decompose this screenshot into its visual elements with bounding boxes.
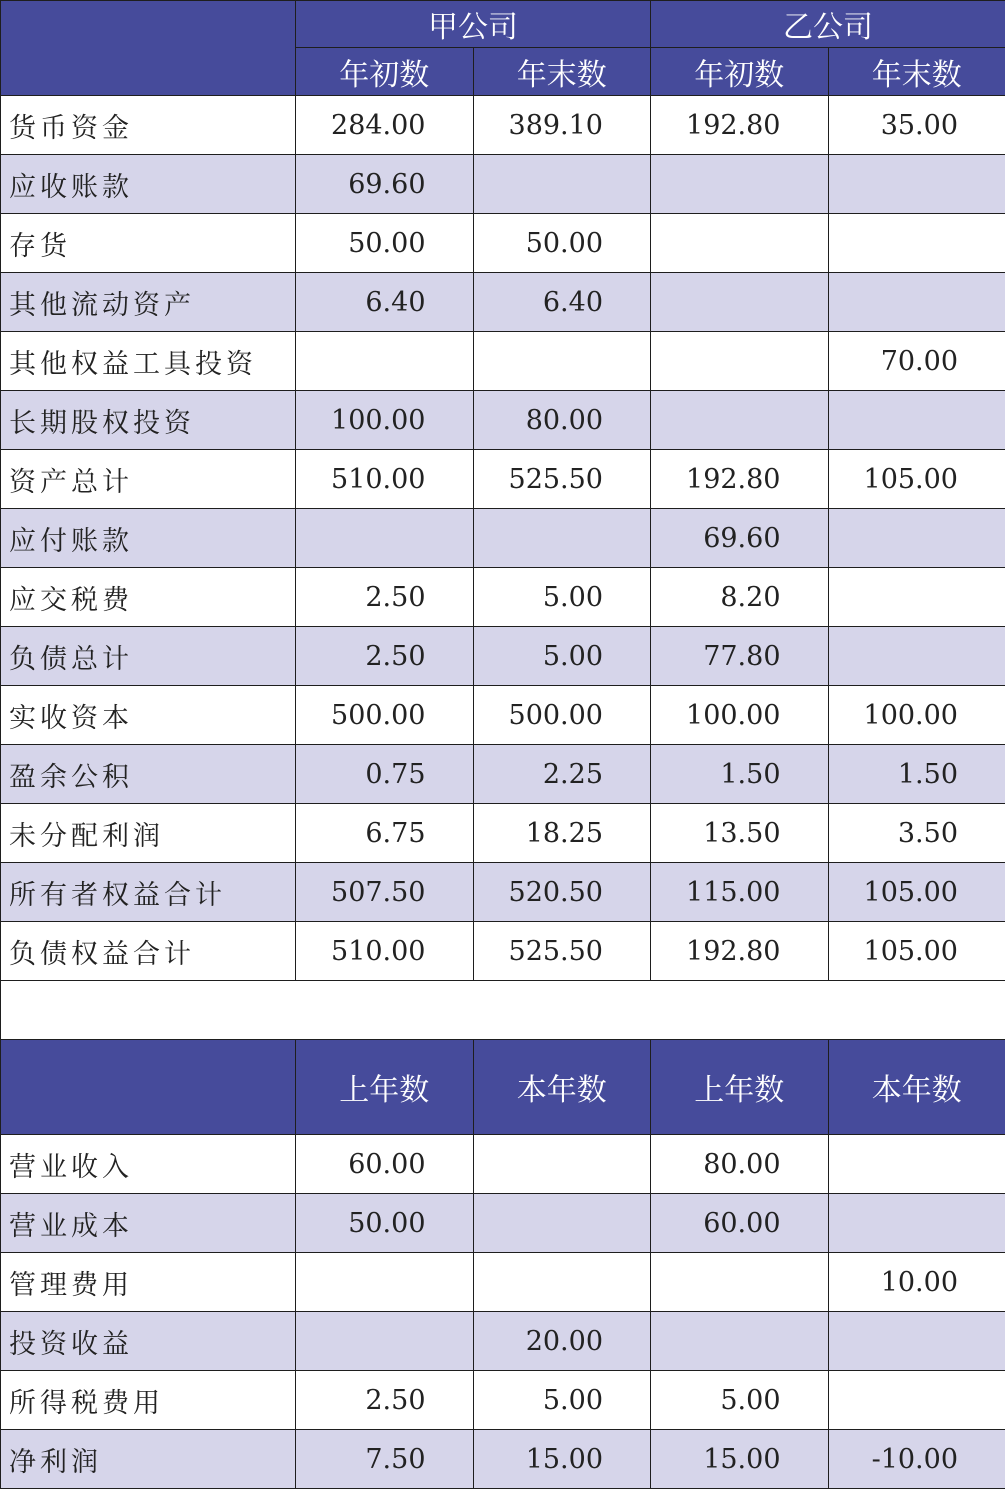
table-row xyxy=(1,745,1005,804)
value-cell: 35.00 xyxy=(828,96,1005,155)
period-header-cell: 年末数 xyxy=(828,48,1005,96)
value-cell xyxy=(828,214,1005,273)
row-label: 应付账款 xyxy=(1,509,296,568)
table-row xyxy=(1,1135,1005,1194)
value-cell: 105.00 xyxy=(828,863,1005,922)
value-cell xyxy=(296,1253,474,1312)
row-label: 实收资本 xyxy=(1,686,296,745)
table-row xyxy=(1,1312,1005,1371)
value-cell: 510.00 xyxy=(296,922,474,981)
table-row xyxy=(1,332,1005,391)
value-cell xyxy=(296,1312,474,1371)
table-row xyxy=(1,1371,1005,1430)
row-label: 负债总计 xyxy=(1,627,296,686)
value-cell: 6.40 xyxy=(296,273,474,332)
row-label: 管理费用 xyxy=(1,1253,296,1312)
value-cell: 60.00 xyxy=(651,1194,829,1253)
value-cell: 100.00 xyxy=(296,391,474,450)
row-label: 其他权益工具投资 xyxy=(1,332,296,391)
period-header-cell: 本年数 xyxy=(473,1040,651,1135)
value-cell: 6.75 xyxy=(296,804,474,863)
value-cell: 70.00 xyxy=(828,332,1005,391)
value-cell: 13.50 xyxy=(651,804,829,863)
row-label: 所有者权益合计 xyxy=(1,863,296,922)
value-cell: 50.00 xyxy=(296,1194,474,1253)
value-cell: 50.00 xyxy=(296,214,474,273)
period-header-cell: 本年数 xyxy=(828,1040,1005,1135)
value-cell xyxy=(651,332,829,391)
value-cell xyxy=(651,1253,829,1312)
value-cell xyxy=(651,214,829,273)
table-row xyxy=(1,922,1005,981)
value-cell: 77.80 xyxy=(651,627,829,686)
value-cell: 389.10 xyxy=(473,96,651,155)
value-cell xyxy=(296,509,474,568)
row-label: 盈余公积 xyxy=(1,745,296,804)
row-label: 货币资金 xyxy=(1,96,296,155)
value-cell: 8.20 xyxy=(651,568,829,627)
table-row xyxy=(1,568,1005,627)
value-cell: 525.50 xyxy=(473,922,651,981)
table-row xyxy=(1,1253,1005,1312)
value-cell: 525.50 xyxy=(473,450,651,509)
row-label: 长期股权投资 xyxy=(1,391,296,450)
value-cell xyxy=(828,391,1005,450)
value-cell: 5.00 xyxy=(651,1371,829,1430)
table-row xyxy=(1,627,1005,686)
period-header-cell: 年初数 xyxy=(651,48,829,96)
value-cell: 0.75 xyxy=(296,745,474,804)
value-cell: 500.00 xyxy=(296,686,474,745)
value-cell xyxy=(828,1371,1005,1430)
value-cell: 105.00 xyxy=(828,922,1005,981)
row-label: 资产总计 xyxy=(1,450,296,509)
value-cell xyxy=(651,155,829,214)
value-cell: 2.25 xyxy=(473,745,651,804)
value-cell: 60.00 xyxy=(296,1135,474,1194)
value-cell xyxy=(473,1135,651,1194)
value-cell: 10.00 xyxy=(828,1253,1005,1312)
period-header-cell: 年末数 xyxy=(473,48,651,96)
value-cell xyxy=(651,1312,829,1371)
value-cell xyxy=(828,155,1005,214)
table-row xyxy=(1,214,1005,273)
row-label: 存货 xyxy=(1,214,296,273)
value-cell: 2.50 xyxy=(296,627,474,686)
value-cell: 507.50 xyxy=(296,863,474,922)
value-cell: 5.00 xyxy=(473,568,651,627)
row-label: 所得税费用 xyxy=(1,1371,296,1430)
value-cell: 2.50 xyxy=(296,568,474,627)
table-row xyxy=(1,1430,1005,1489)
row-label: 负债权益合计 xyxy=(1,922,296,981)
spacer-cell xyxy=(1,981,1005,1040)
value-cell: 510.00 xyxy=(296,450,474,509)
table-row xyxy=(1,273,1005,332)
value-cell: 15.00 xyxy=(473,1430,651,1489)
value-cell: 192.80 xyxy=(651,922,829,981)
value-cell xyxy=(828,1135,1005,1194)
table-row xyxy=(1,863,1005,922)
value-cell: 7.50 xyxy=(296,1430,474,1489)
table-row xyxy=(1,96,1005,155)
value-cell: 1.50 xyxy=(651,745,829,804)
header-corner-cell xyxy=(1,1040,296,1135)
row-label: 应交税费 xyxy=(1,568,296,627)
value-cell: 5.00 xyxy=(473,627,651,686)
table-row xyxy=(1,391,1005,450)
row-label: 未分配利润 xyxy=(1,804,296,863)
value-cell: 105.00 xyxy=(828,450,1005,509)
row-label: 营业成本 xyxy=(1,1194,296,1253)
value-cell xyxy=(651,273,829,332)
row-label: 投资收益 xyxy=(1,1312,296,1371)
value-cell: 192.80 xyxy=(651,450,829,509)
value-cell xyxy=(828,627,1005,686)
value-cell: 15.00 xyxy=(651,1430,829,1489)
row-label: 净利润 xyxy=(1,1430,296,1489)
value-cell: 1.50 xyxy=(828,745,1005,804)
value-cell: 100.00 xyxy=(651,686,829,745)
header-corner-cell xyxy=(1,1,296,96)
value-cell: 20.00 xyxy=(473,1312,651,1371)
period-header-cell: 上年数 xyxy=(651,1040,829,1135)
value-cell: 100.00 xyxy=(828,686,1005,745)
value-cell: 5.00 xyxy=(473,1371,651,1430)
value-cell xyxy=(473,155,651,214)
table-row xyxy=(1,450,1005,509)
value-cell: 69.60 xyxy=(296,155,474,214)
company-a-header: 甲公司 xyxy=(296,1,651,48)
value-cell xyxy=(828,273,1005,332)
value-cell: 80.00 xyxy=(473,391,651,450)
table-row xyxy=(1,686,1005,745)
table-row xyxy=(1,509,1005,568)
table-row xyxy=(1,804,1005,863)
table-body xyxy=(1,1,1005,1489)
value-cell xyxy=(296,332,474,391)
value-cell: 500.00 xyxy=(473,686,651,745)
value-cell: 520.50 xyxy=(473,863,651,922)
spacer-row xyxy=(1,981,1005,1040)
company-b-header: 乙公司 xyxy=(651,1,1005,48)
period-header-cell: 年初数 xyxy=(296,48,474,96)
value-cell: 3.50 xyxy=(828,804,1005,863)
row-label: 应收账款 xyxy=(1,155,296,214)
value-cell xyxy=(473,1194,651,1253)
value-cell: 192.80 xyxy=(651,96,829,155)
value-cell: 6.40 xyxy=(473,273,651,332)
row-label: 其他流动资产 xyxy=(1,273,296,332)
value-cell xyxy=(473,1253,651,1312)
value-cell: 284.00 xyxy=(296,96,474,155)
income-header-row xyxy=(1,1040,1005,1135)
company-header-row xyxy=(1,1,1005,48)
table-row xyxy=(1,1194,1005,1253)
value-cell xyxy=(828,568,1005,627)
value-cell xyxy=(651,391,829,450)
row-label: 营业收入 xyxy=(1,1135,296,1194)
value-cell xyxy=(828,1312,1005,1371)
value-cell xyxy=(828,509,1005,568)
value-cell: 115.00 xyxy=(651,863,829,922)
value-cell: 50.00 xyxy=(473,214,651,273)
value-cell xyxy=(828,1194,1005,1253)
value-cell: 18.25 xyxy=(473,804,651,863)
value-cell: -10.00 xyxy=(828,1430,1005,1489)
period-header-cell: 上年数 xyxy=(296,1040,474,1135)
value-cell: 2.50 xyxy=(296,1371,474,1430)
value-cell xyxy=(473,332,651,391)
value-cell: 69.60 xyxy=(651,509,829,568)
value-cell: 80.00 xyxy=(651,1135,829,1194)
table-row xyxy=(1,155,1005,214)
value-cell xyxy=(473,509,651,568)
